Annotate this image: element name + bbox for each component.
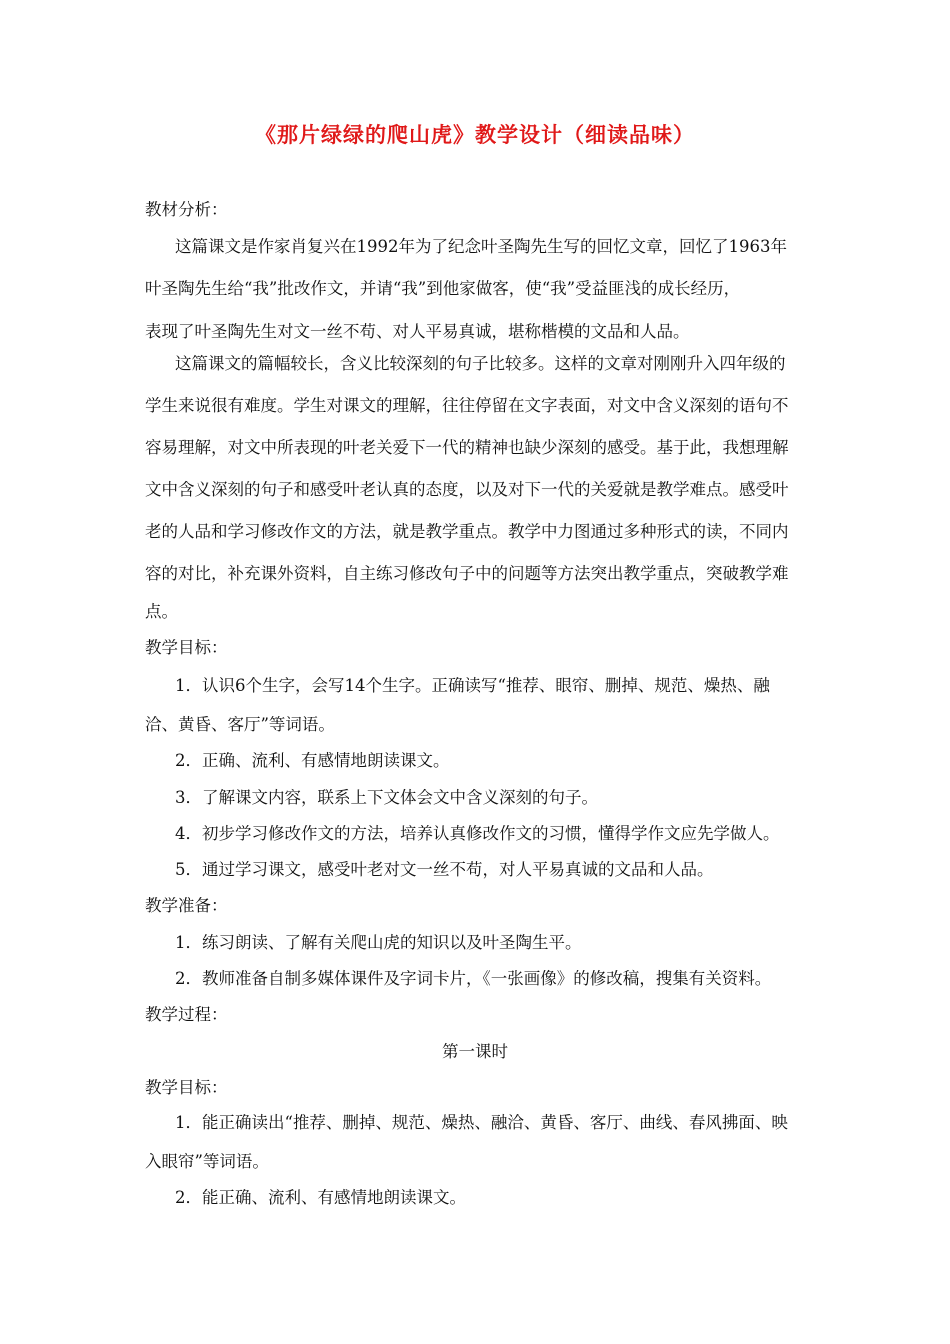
goal-5: 5．通过学习课文，感受叶老对文一丝不苟，对人平易真诚的文品和人品。 xyxy=(175,860,714,879)
lesson-1-goal-1-line-1: 1．能正确读出“推荐、删掉、规范、燥热、融洽、黄昏、客厅、曲线、春风拂面、映 xyxy=(175,1113,788,1132)
lesson-1-goal-2: 2．能正确、流利、有感情地朗读课文。 xyxy=(175,1188,466,1207)
goal-3: 3．了解课文内容，联系上下文体会文中含义深刻的句子。 xyxy=(175,788,598,807)
preparation-2: 2．教师准备自制多媒体课件及字词卡片，《一张画像》的修改稿，搜集有关资料。 xyxy=(175,969,772,988)
analysis-paragraph-2-line-2: 学生来说很有难度。学生对课文的理解，往往停留在文字表面，对文中含义深刻的语句不 xyxy=(145,396,789,415)
goal-4: 4．初步学习修改作文的方法，培养认真修改作文的习惯，懂得学作文应先学做人。 xyxy=(175,824,780,843)
lesson-1-goal-1-line-2: 入眼帘”等词语。 xyxy=(145,1152,269,1171)
analysis-paragraph-2-line-5: 老的人品和学习修改作文的方法，就是教学重点。教学中力图通过多种形式的读，不同内 xyxy=(145,522,789,541)
analysis-paragraph-2-line-7: 点。 xyxy=(145,602,178,621)
goal-1-line-2: 洽、黄昏、客厅”等词语。 xyxy=(145,715,335,734)
goal-2: 2．正确、流利、有感情地朗读课文。 xyxy=(175,751,450,770)
analysis-paragraph-2-line-6: 容的对比，补充课外资料，自主练习修改句子中的问题等方法突出教学重点，突破教学难 xyxy=(145,564,789,583)
analysis-paragraph-1-line-2: 叶圣陶先生给“我”批改作文，并请“我”到他家做客，使“我”受益匪浅的成长经历， xyxy=(145,279,741,298)
section-heading-goals: 教学目标： xyxy=(145,638,228,657)
analysis-paragraph-1-line-3: 表现了叶圣陶先生对文一丝不苟、对人平易真诚，堪称楷模的文品和人品。 xyxy=(145,322,690,341)
section-heading-process: 教学过程： xyxy=(145,1005,228,1024)
section-heading-analysis: 教材分析： xyxy=(145,200,228,219)
preparation-1: 1．练习朗读、了解有关爬山虎的知识以及叶圣陶生平。 xyxy=(175,933,582,952)
analysis-paragraph-2-line-1: 这篇课文的篇幅较长，含义比较深刻的句子比较多。这样的文章对刚刚升入四年级的 xyxy=(175,354,786,373)
document-title: 《那片绿绿的爬山虎》教学设计（细读品味） xyxy=(255,123,695,147)
analysis-paragraph-1-line-1: 这篇课文是作家肖复兴在1992年为了纪念叶圣陶先生写的回忆文章，回忆了1963年 xyxy=(175,237,787,256)
analysis-paragraph-2-line-3: 容易理解，对文中所表现的叶老关爱下一代的精神也缺少深刻的感受。基于此，我想理解 xyxy=(145,438,789,457)
lesson-1-goals-heading: 教学目标： xyxy=(145,1078,228,1097)
lesson-1-heading: 第一课时 xyxy=(442,1042,508,1061)
section-heading-preparation: 教学准备： xyxy=(145,896,228,915)
analysis-paragraph-2-line-4: 文中含义深刻的句子和感受叶老认真的态度，以及对下一代的关爱就是教学难点。感受叶 xyxy=(145,480,789,499)
goal-1-line-1: 1．认识6个生字，会写14个生字。正确读写“推荐、眼帘、删掉、规范、燥热、融 xyxy=(175,676,770,695)
